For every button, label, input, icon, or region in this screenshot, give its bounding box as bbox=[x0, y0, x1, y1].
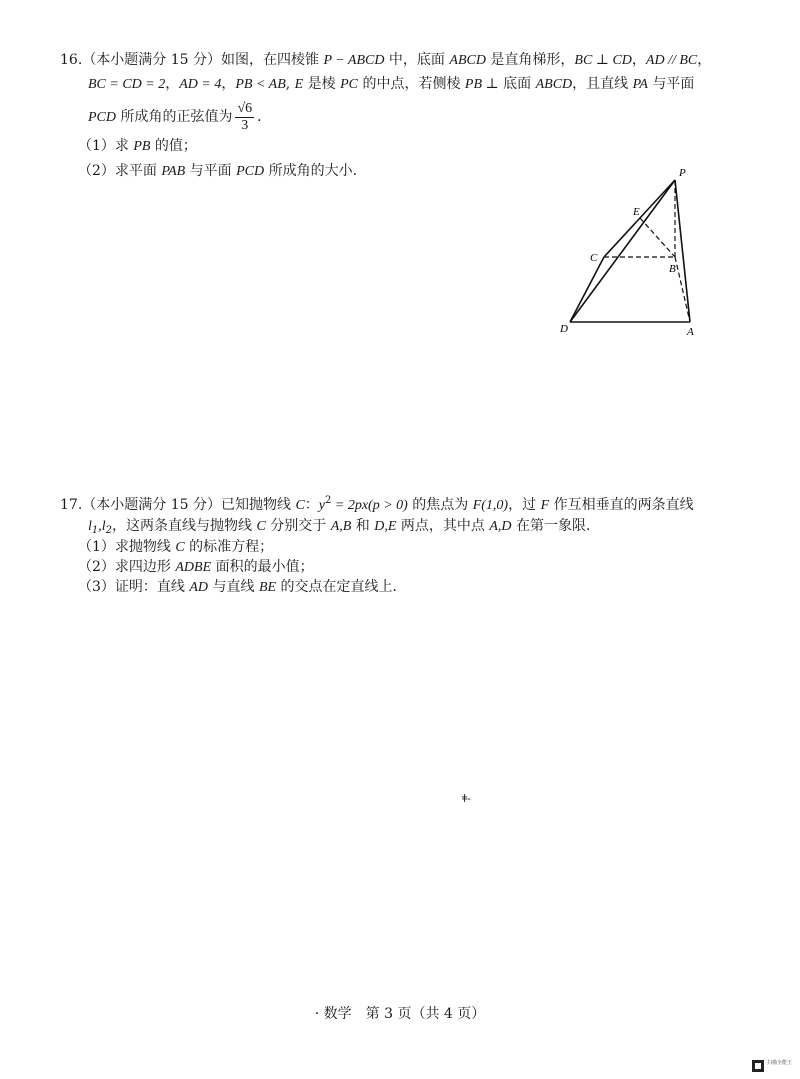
q16-line-1: 16.（本小题满分 15 分）如图，在四棱锥 P − ABCD 中，底面 ABCD 是直角梯形，BC ⊥ CD，AD // BC， bbox=[60, 52, 712, 68]
label-C: C bbox=[590, 252, 598, 264]
label-B: B bbox=[669, 263, 676, 275]
pyramid-figure bbox=[555, 160, 715, 345]
scanner-brand: 扫描全能王 bbox=[767, 1060, 793, 1066]
label-E: E bbox=[633, 206, 640, 218]
q16-part-1: （1）求 PB 的值； bbox=[78, 138, 197, 154]
edge-DP bbox=[570, 180, 675, 322]
edge-BA bbox=[675, 257, 690, 322]
label-P: P bbox=[679, 167, 686, 179]
edge-PA bbox=[675, 180, 690, 322]
stray-mark: ǂ- bbox=[462, 792, 471, 805]
page-footer: · 数学 第 3 页（共 4 页） bbox=[314, 1006, 486, 1022]
q17-line-1: 17.（本小题满分 15 分）已知抛物线 C：$y^2 = 2px(p > 0)$ 的焦点为 F(1,0)，过 F 作互相垂直的两条直线 bbox=[60, 495, 694, 513]
q17-part-2: （2）求四边形 ADBE 面积的最小值； bbox=[78, 559, 314, 575]
qr-code-icon bbox=[752, 1060, 764, 1072]
label-D: D bbox=[560, 323, 568, 335]
q17-part-3: （3）证明：直线 AD 与直线 BE 的交点在定直线上． bbox=[78, 579, 407, 595]
q16-score: （本小题满分 15 分） bbox=[82, 52, 221, 68]
edge-EB bbox=[640, 218, 675, 257]
q16-line-2: BC = CD = 2，AD = 4，PB < AB, E 是棱 PC 的中点，若侧棱 PB ⊥ 底面 ABCD，且直线 PA 与平面 bbox=[88, 76, 695, 92]
sqrt6-over-3-fraction: $\frac{√6}{3}$ bbox=[237, 100, 253, 133]
edge-DC bbox=[570, 257, 604, 322]
q16-part-2: （2）求平面 PAB 与平面 PCD 所成角的大小. bbox=[78, 163, 358, 179]
q17-part-1: （1）求抛物线 C 的标准方程； bbox=[78, 539, 274, 555]
q16-number: 16. bbox=[60, 52, 83, 68]
q17-line-2: $l_1,l_2$，这两条直线与抛物线 C 分别交于 A,B 和 D,E 两点，其中点 A,D 在第一象限． bbox=[88, 518, 600, 536]
q16-line-3: PCD 所成角的正弦值为 $\frac{√6}{3}$ ． bbox=[88, 100, 272, 133]
q17-score: （本小题满分 15 分） bbox=[82, 497, 221, 513]
label-A: A bbox=[687, 326, 694, 338]
q17-number: 17. bbox=[60, 497, 83, 513]
